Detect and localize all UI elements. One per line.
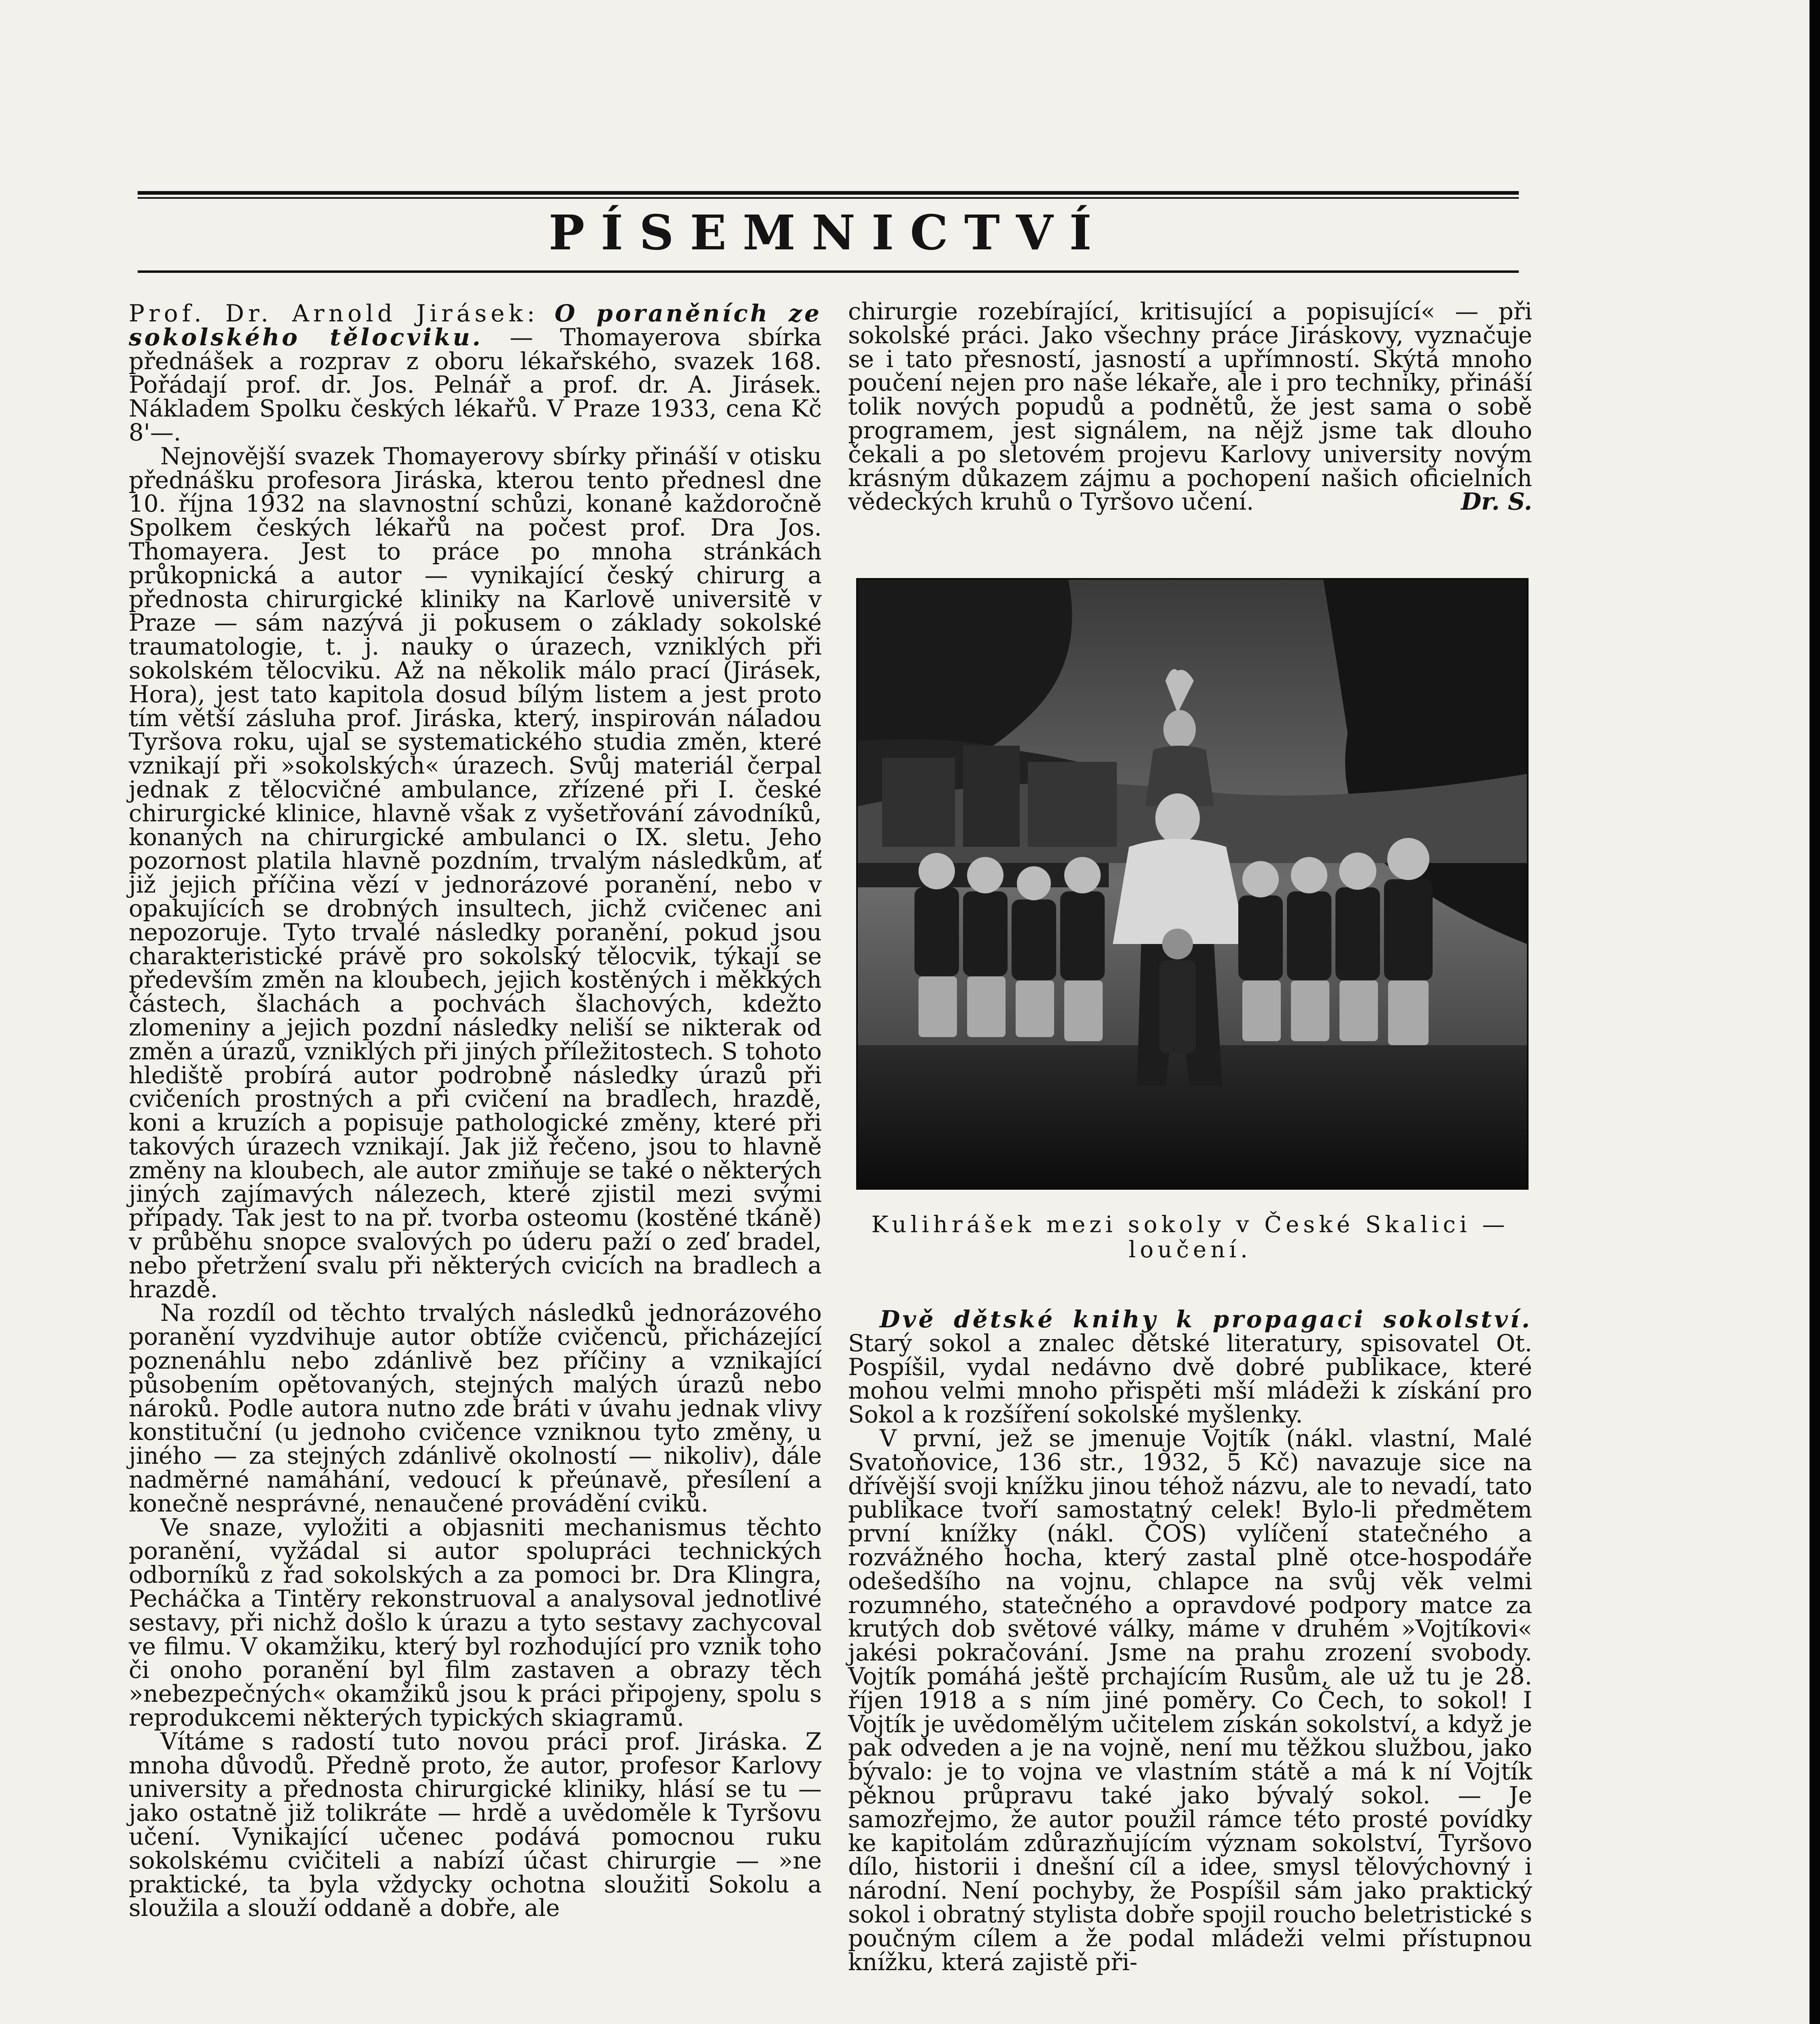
right-column-top	[848, 300, 1532, 514]
section-title: PÍSEMNICTVÍ	[549, 204, 1108, 261]
review1-continuation: chirurgie rozebírající, kritisující a popisující« — při sokolské práci. Jako všechny práce Jiráskovy, vyznačuje se i tato přesností, jasností a upřímností. Skýtá mnoho poučení nejen pro naše lékaře, ale i pro techniky, přináší tolik nových popudů a podnětů, že jest sama o sobě programem, jest signálem, na nějž jsme tak dlouho čekali a po sletovém projevu Karlovy university novým krásným důkazem zájmu a pochopení našich oficielních vědeckých kruhů o Tyršovo učení. Dr. S.	[848, 298, 1532, 516]
review1-paragraph-3: Ve snaze, vyložiti a objasniti mechanismus těchto poranění, vyžádal si autor spolupráci technických odborníků z řad sokolských a za pomoci br. Dra Klingra, Pecháčka a Tintěry rekonstruoval a analysoval jednotlivé sestavy, při nichž došlo k úrazu a tyto sestavy zachycoval ve filmu. V okamžiku, který byl rozhodující pro vznik toho či onoho poranění byl film zastaven a obrazy těch »nebezpečných« okamžiků jsou k práci připojeny, spolu s reprodukcemi některých typických skiagramů.	[129, 1513, 822, 1732]
review1-paragraph-1: Nejnovější svazek Thomayerovy sbírky přináší v otisku přednášku profesora Jiráska, kterou tento přednesl dne 10. října 1932 na slavnostní schůzi, konané každoročně Spolkem českých lékařů na počest prof. Dra Jos. Thomayera. Jest to práce po mnoha stránkách průkopnická a autor — vynikající český chirurg a přednosta chirurgické kliniky na Karlově universitě v Praze — sám nazývá ji pokusem o základy sokolské traumatologie, t. j. nauky o úrazech, vzniklých při sokolském tělocviku. Až na několik málo prací (Jirásek, Hora), jest tato kapitola dosud bílým listem a jest proto tím větší zásluha prof. Jiráska, který, inspirován náladou Tyršova roku, ujal se systematického studia změn, které vznikají při »sokolských« úrazech. Svůj materiál čerpal jednak z tělocvičné ambulance, zřízené při I. české chirurgické klinice, hlavně však z vyšetřování závodníků, konaných na chirurgické ambulanci o IX. sletu. Jeho pozornost platila hlavně pozdním, trvalým následkům, ať již jejich příčina vězí v jednorázové poranění, nebo v opakujících se drobných insultech, jichž cvičenec ani nepozoruje. Tyto trvalé následky poranění, pokud jsou charakteristické právě pro sokolský tělocvik, týkají se především změn na kloubech, jejich kostěných i měkkých částech, šlachách a pochvách šlachových, kdežto zlomeniny a jejich pozdní následky neliší se nikterak od změn a úrazů, vzniklých při jiných příležitostech. S tohoto hlediště probírá autor podrobně následky úrazů při cvičeních prostných a při cvičení na bradlech, hrazdě, koni a kruzích a popisuje pathologické změny, které při takových úrazech vznikají. Jak již řečeno, jsou to hlavně změny na kloubech, ale autor zmiňuje se také o některých jiných zajímavých nálezech, které zjistil mezi svými případy. Tak jest to na př. tvorba osteomu (kostěné tkáně) v průběhu snopce svalových po úderu paží o zeď bradel, nebo přetržení svalu při některých cvicích na bradlech a hrazdě.	[129, 442, 822, 1303]
review1-book-title: O poraněních ze sokolského tělocviku.	[129, 300, 822, 351]
review1-paragraph-2: Na rozdíl od těchto trvalých následků jednorázového poranění vyzdvihuje autor obtíže cvičenců, přicházející poznenáhlu nebo zdánlivě bez příčiny a vznikající působením opětovaných, stejných malých úrazů nebo nároků. Podle autora nutno zde bráti v úvahu jednak vlivy konstituční (u jednoho cvičence vzniknou tyto změny, u jiného — za stejných zdánlivě okolností — nikoliv), dále nadměrné namáhání, vedoucí k přeúnavě, přesílení a konečně nesprávné, nenaučené provádění cviků.	[129, 1299, 822, 1517]
review1-signature: Dr. S.	[1461, 488, 1532, 516]
right-column-bottom	[848, 1305, 1532, 1976]
photo-sokol-group	[856, 578, 1529, 1190]
header-rule-thick	[138, 191, 1519, 195]
photo-illustration	[858, 580, 1527, 1188]
header-rule-thin	[138, 197, 1519, 199]
review2-title: Dvě dětské knihy k propagaci sokolství.	[880, 1305, 1532, 1333]
review2-intro-rest: Starý sokol a znalec dětské literatury, spisovatel Ot. Pospíšil, vydal nedávno dvě dobré publikace, které mohou velmi mnoho přispěti mší mládeži k získání pro Sokol a k rozšíření sokolské myšlenky.	[848, 1329, 1532, 1429]
review1-intro	[129, 302, 822, 444]
photo-caption: Kulihrášek mezi sokoly v České Skalici — loučení.	[871, 1212, 1509, 1263]
left-column	[129, 302, 822, 1920]
header-rule-bottom	[138, 270, 1519, 273]
review1-paragraph-4: Vítáme s radostí tuto novou práci prof. Jiráska. Z mnoha důvodů. Předně proto, že autor, profesor Karlovy university a přednosta chirurgické kliniky, hlásí se tu — jako ostatně již tolikráte — hrdě a uvědoměle k Tyršovu učení. Vynikající učenec podává pomocnou ruku sokolskému cvičiteli a nabízí účast chirurgie — »ne praktické, ta byla vždycky ochotna sloužiti Sokolu a sloužila a slouží oddaně a dobře, ale	[129, 1727, 822, 1922]
review1-intro-rest: — Thomayerova sbírka přednášek a rozprav z oboru lékařského, svazek 168. Pořádají prof. dr. Jos. Pelnář a prof. dr. A. Jirásek. Nákladem Spolku českých lékařů. V Praze 1933, cena Kč 8'—.	[129, 323, 822, 446]
review1-author: Prof. Dr. Arnold Jirásek:	[129, 300, 539, 327]
review2-paragraph-2: V první, jež se jmenuje Vojtík (nákl. vlastní, Malé Svatoňovice, 136 str., 1932, 5 Kč) navazuje sice na dřívější svoji knížku jinou téhož názvu, ale to nevadí, tato publikace tvoří samostatný celek! Bylo-li předmětem první knížky (nákl. ČOS) vylíčení statečného a rozvážného hocha, který zastal plně otce-hospodáře odešedšího na vojnu, chlapce na svůj věk velmi rozumného, statečného a opravdové podpory matce za krutých dob světové války, máme v druhém »Vojtíkovi« jakési pokračování. Jsme na prahu zrození svobody. Vojtík pomáhá ještě prchajícím Rusům, ale už tu je 28. říjen 1918 a s ním jiné poměry. Co Čech, to sokol! I Vojtík je uvědomělým učitelem získán sokolství, a když je pak odveden a je na vojně, není mu těžkou službou, jako bývalo: je to vojna ve vlastním státě a má k ní Vojtík pěknou průpravu také jako bývalý sokol. — Je samozřejmo, že autor použil rámce této prosté povídky ke kapitolám zdůrazňujícím význam sokolství, Tyršovo dílo, historii i dnešní cíl a idee, smysl tělovýchovný i národní. Není pochyby, že Pospíšil sám jako praktický sokol i obratný stylista dobře spojil roucho beletristické s poučným cílem a že podal mládeži velmi přístupnou knížku, která zajistě při-	[848, 1424, 1532, 1976]
scan-frame-right	[1809, 0, 1820, 2024]
review2-paragraph-1	[848, 1305, 1532, 1429]
